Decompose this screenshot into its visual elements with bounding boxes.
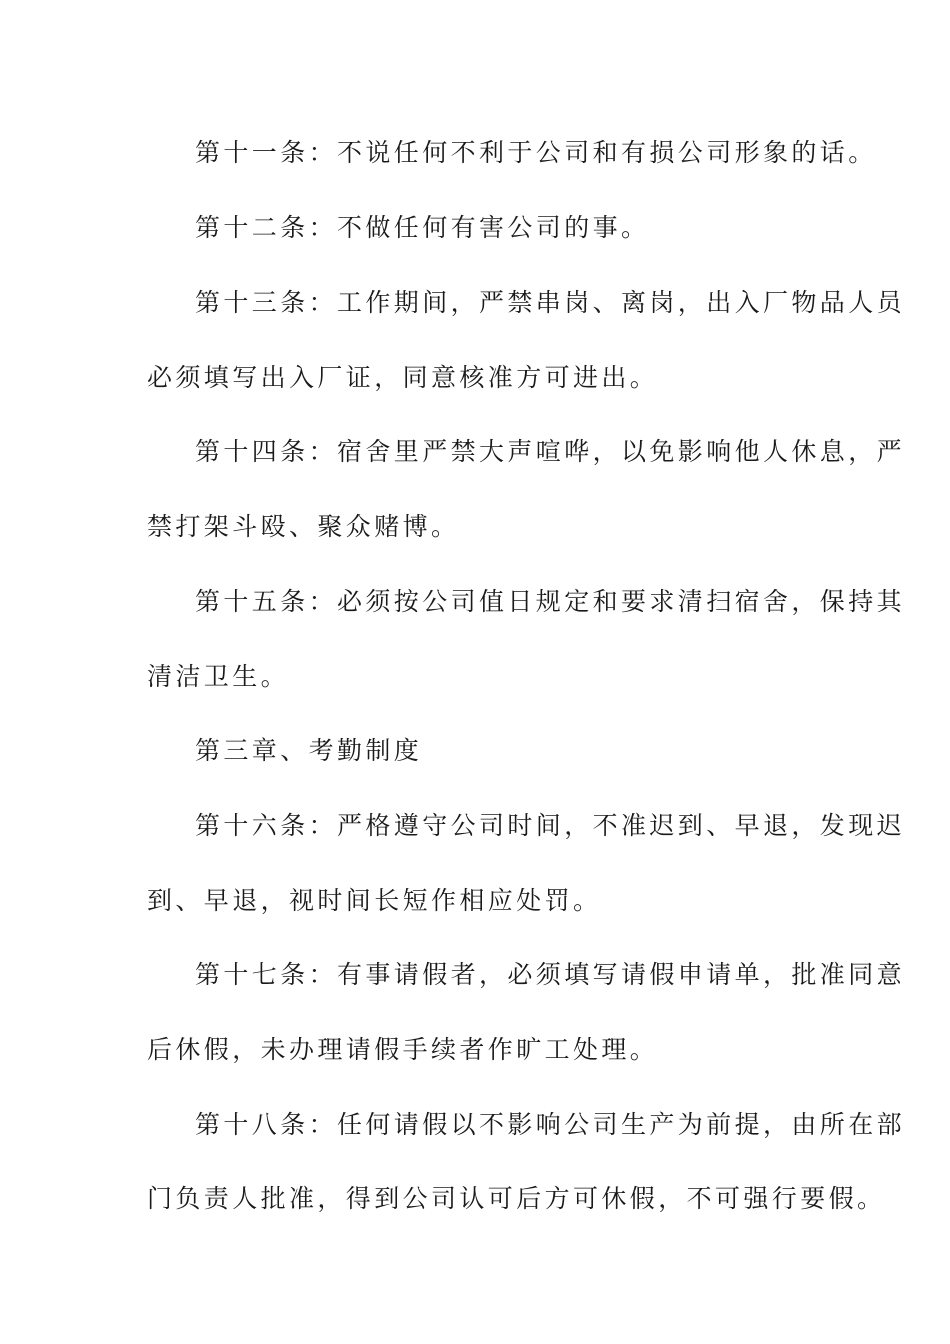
article-15-line-2: 清洁卫生。 [147, 662, 290, 691]
article-16-line-2: 到、早退，视时间长短作相应处罚。 [147, 886, 602, 915]
article-13-line-2: 必须填写出入厂证，同意核准方可进出。 [147, 363, 659, 392]
article-14-line-1: 第十四条：宿舍里严禁大声喧哗，以免影响他人休息，严 [195, 437, 906, 466]
article-15-line-1: 第十五条：必须按公司值日规定和要求清扫宿舍，保持其 [195, 587, 906, 616]
article-13-line-1: 第十三条：工作期间，严禁串岗、离岗，出入厂物品人员 [195, 288, 906, 317]
article-18-line-2: 门负责人批准，得到公司认可后方可休假，不可强行要假。 [147, 1184, 886, 1213]
article-14-line-2: 禁打架斗殴、聚众赌博。 [147, 512, 460, 541]
article-12: 第十二条：不做任何有害公司的事。 [195, 213, 650, 242]
article-16-line-1: 第十六条：严格遵守公司时间，不准迟到、早退，发现迟 [195, 811, 906, 840]
article-11: 第十一条：不说任何不利于公司和有损公司形象的话。 [195, 138, 877, 167]
article-17-line-1: 第十七条：有事请假者，必须填写请假申请单，批准同意 [195, 960, 906, 989]
chapter-heading: 第三章、考勤制度 [195, 736, 423, 765]
article-18-line-1: 第十八条：任何请假以不影响公司生产为前提，由所在部 [195, 1110, 906, 1139]
article-17-line-2: 后休假，未办理请假手续者作旷工处理。 [147, 1035, 659, 1064]
